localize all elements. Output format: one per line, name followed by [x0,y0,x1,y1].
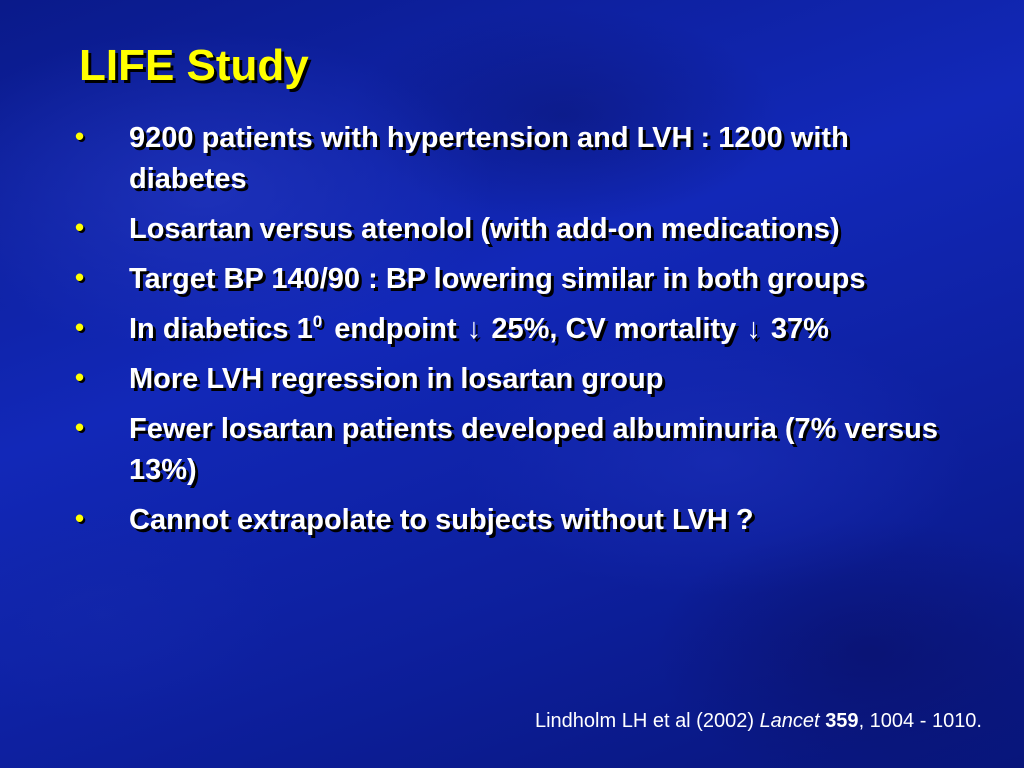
bullet-icon: • [75,212,85,242]
bullet-text: Target BP 140/90 : BP lowering similar in both groups [129,263,866,295]
bullet-text-part1: In diabetics 1 [129,313,313,345]
bullet-icon: • [75,412,85,442]
bullet-icon: • [75,362,85,392]
bullet-item-patients [70,118,950,200]
bullet-item-target-bp [70,259,950,300]
bullet-list [70,118,950,550]
bullet-text: Losartan versus atenolol (with add-on medications) [129,213,840,245]
bullet-text: Cannot extrapolate to subjects without LVH ? [129,504,754,536]
bullet-text: More LVH regression in losartan group [129,363,664,395]
bullet-text: 9200 patients with hypertension and LVH : 1200 with diabetes [129,122,849,195]
bullet-icon: • [75,262,85,292]
bullet-item-diabetics [70,309,950,350]
bullet-icon: • [75,503,85,533]
bullet-text-part4: 37% [770,313,829,345]
bullet-text-part3: 25%, CV mortality [491,313,737,345]
bullet-icon: • [75,121,85,151]
down-arrow-icon: ↓ [746,313,761,345]
bullet-text: Fewer losartan patients developed albuminuria (7% versus 13%) [129,413,939,486]
citation-journal: Lancet [759,710,820,732]
citation-volume: 359 [825,710,859,732]
bullet-icon: • [75,312,85,342]
citation-pages: , 1004 - 1010. [858,710,982,732]
bullet-item-lvh-regression [70,359,950,400]
slide-title: LIFE Study [79,41,309,90]
bullet-item-albuminuria [70,409,950,491]
bullet-text-part2: endpoint [334,313,457,345]
bullet-item-extrapolate [70,500,950,541]
citation [535,707,982,735]
citation-authors: Lindholm LH et al (2002) [534,710,754,732]
bullet-item-treatment [70,209,950,250]
superscript-zero: 0 [312,312,323,332]
down-arrow-icon: ↓ [466,313,482,345]
